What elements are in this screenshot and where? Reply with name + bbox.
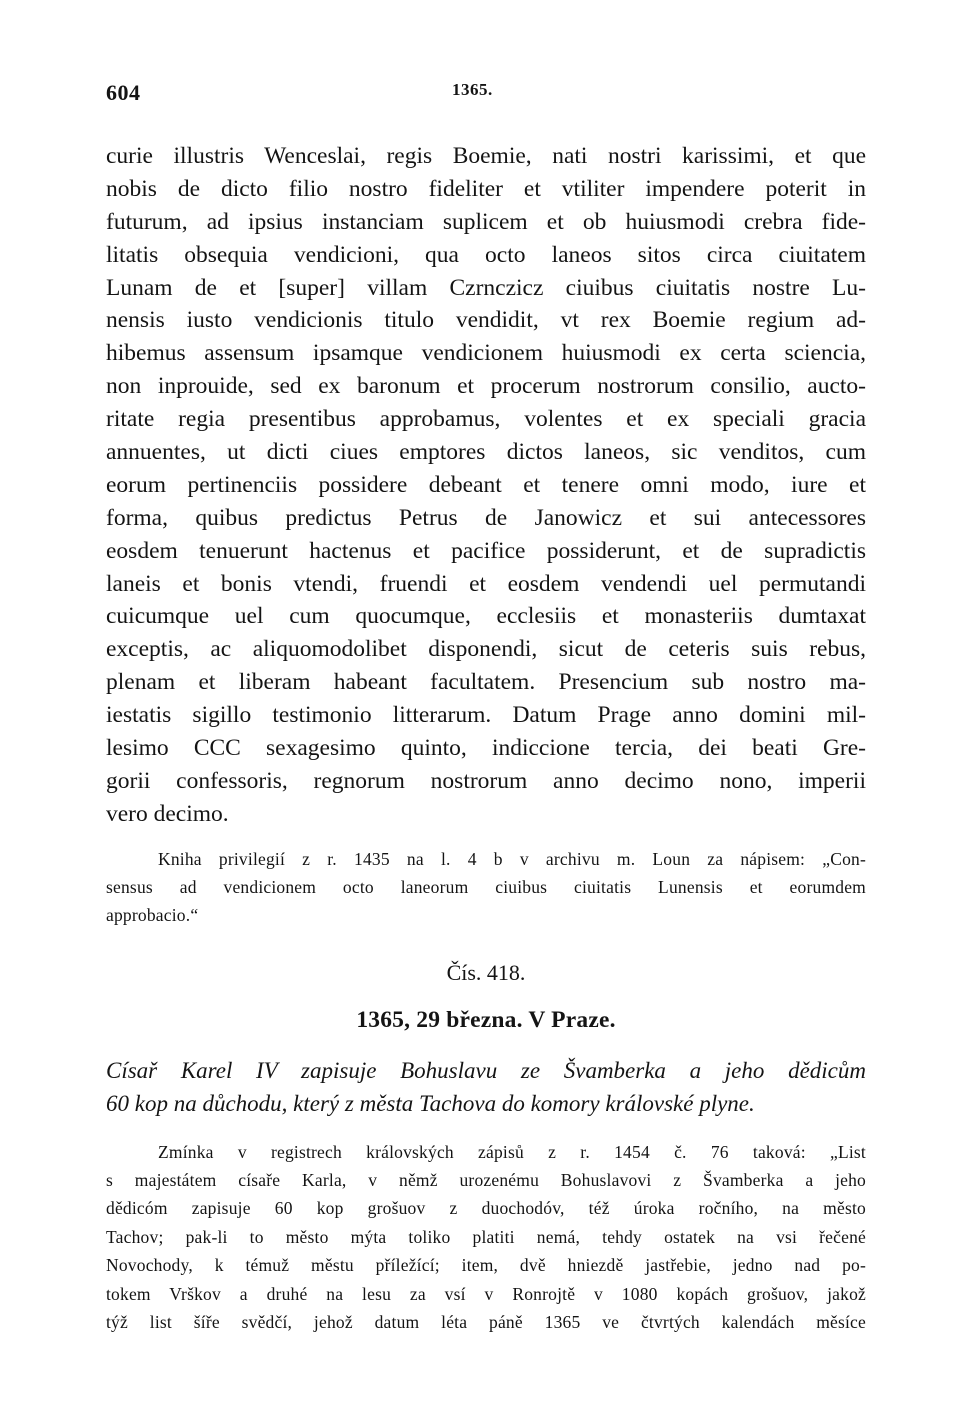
main-text-line: non inprouide, sed ex baronum et procerum nostrorum consilio, aucto- [106, 373, 866, 400]
main-text-line: cuicumque uel cum quocumque, ecclesiis et monasteriis dumtaxat [106, 603, 866, 630]
document-regest [106, 1054, 866, 1120]
main-text-line: vero decimo. [106, 800, 229, 827]
mention-line: dědicóm zapisuje 60 kop grošuov z duochodóv, též úroka ročního, na město [106, 1198, 866, 1219]
mention-line: Tachov; pak-li to město mýta toliko platiti nemá, tehdy ostatek na vsi řečené [106, 1226, 866, 1247]
document-date-place: 1365, 29 března. V Praze. [356, 1006, 616, 1033]
main-text-line: eorum pertinenciis possidere debeant et tenere omni modo, iure et [106, 471, 866, 498]
main-text-line: exceptis, ac aliquomodolibet disponendi, sicut de ceteris suis rebus, [106, 636, 866, 663]
main-latin-text [106, 140, 866, 831]
page-header [106, 70, 866, 110]
document-page [106, 70, 866, 1336]
source-note-line: Kniha privilegií z r. 1435 na l. 4 b v archivu m. Loun za nápisem: „Con- [158, 848, 866, 869]
next-document [106, 958, 866, 1337]
main-text-line: curie illustris Wenceslai, regis Boemie, nati nostri karissimi, et que [106, 143, 866, 169]
mention-line: Novochody, k témuž městu příležící; item, dvě hniezdě jastřebie, jedno nad po- [106, 1255, 866, 1276]
main-text-line: ritate regia presentibus approbamus, volentes et ex speciali gracia [106, 406, 866, 433]
main-text-line: forma, quibus predictus Petrus de Janowicz et sui antecessores [106, 504, 866, 531]
page-number: 604 [106, 80, 141, 105]
running-year-header: 1365. [452, 80, 493, 99]
main-text-line: iestatis sigillo testimonio litterarum. Datum Prage anno domini mil- [106, 702, 866, 729]
main-text-line: Lunam de et [super] villam Czrnczicz ciuibus ciuitatis nostre Lu- [106, 274, 866, 301]
source-note-line: approbacio.“ [106, 904, 199, 925]
main-text-line: laneis et bonis vtendi, fruendi et eosdem vendendi uel permutandi [106, 570, 866, 597]
main-text-line: eosdem tenuerunt hactenus et pacifice possiderunt, et de supradictis [106, 537, 866, 564]
regest-line: Císař Karel IV zapisuje Bohuslavu ze Švamberka a jeho dědicům [106, 1057, 866, 1083]
mention-line: s majestátem císaře Karla, v němž urozenému Bohuslavovi z Švamberka a jeho [106, 1170, 866, 1191]
main-text-line: litatis obsequia vendicioni, qua octo laneos sitos circa ciuitatem [106, 241, 866, 268]
main-text-line: nensis iusto vendicionis titulo vendidit, vt rex Boemie regium ad- [106, 307, 866, 334]
mention-line: tokem Vrškov a druhé na lesu za vsí v Ronrojtě v 1080 kopách grošuov, jakož [106, 1283, 866, 1304]
document-number: Čís. 418. [446, 959, 526, 985]
main-text-line: nobis de dicto filio nostro fideliter et vtiliter impendere poterit in [106, 175, 866, 202]
archival-mention [106, 1138, 866, 1337]
main-text-line: plenam et liberam habeant facultatem. Presencium sub nostro ma- [106, 669, 866, 696]
mention-line: týž list šíře svědčí, jehož datum léta páně 1365 ve čtvrtých kalendách měsíce [106, 1312, 866, 1333]
source-note-line: sensus ad vendicionem octo laneorum ciuibus ciuitatis Lunensis et eorumdem [106, 876, 866, 897]
mention-line: Zmínka v registrech královských zápisů z r. 1454 č. 76 taková: „List [158, 1141, 866, 1162]
main-text-line: annuentes, ut dicti ciues emptores dictos laneos, sic venditos, cum [106, 439, 866, 466]
source-note [106, 845, 866, 929]
main-text-line: futurum, ad ipsius instanciam suplicem et ob huiusmodi crebra fide- [106, 208, 866, 235]
main-text-line: hibemus assensum ipsamque vendicionem huiusmodi ex certa sciencia, [106, 340, 866, 367]
main-text-line: gorii confessoris, regnorum nostrorum anno decimo nono, imperii [106, 767, 866, 794]
main-text-line: lesimo CCC sexagesimo quinto, indiccione tercia, dei beati Gre- [106, 735, 866, 762]
regest-line: 60 kop na důchodu, který z města Tachova do komory královské plyne. [106, 1090, 755, 1116]
